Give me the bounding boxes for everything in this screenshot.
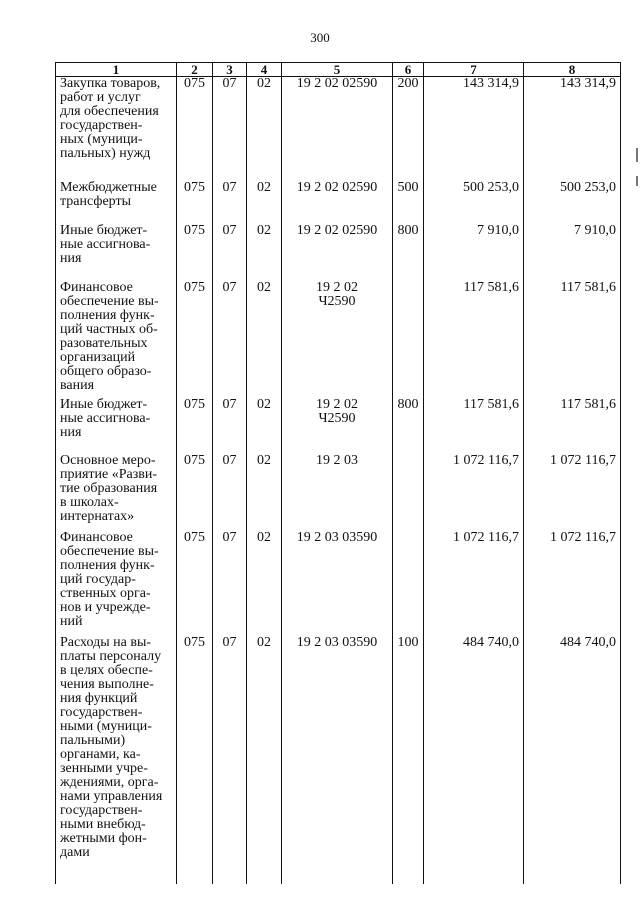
subsection-code-cell: 02 [247,181,282,224]
empty-cell [213,860,247,884]
target-article-cell: 19 2 02 02590 [282,224,393,281]
column-header: 3 [213,63,247,77]
table-row [56,454,621,531]
section-code-cell: 07 [213,181,247,224]
amount-cell: 500 253,0 [424,181,524,224]
expense-type-cell: 800 [393,398,424,454]
ministry-code-cell: 075 [177,531,213,636]
header-row [56,63,621,77]
target-article-cell: 19 2 03 03590 [282,531,393,636]
ministry-code-cell: 075 [177,77,213,181]
amount-cell: 1 072 116,7 [524,531,621,636]
amount-cell: 1 072 116,7 [524,454,621,531]
subsection-code-cell: 02 [247,636,282,860]
expense-type-cell: 200 [393,77,424,181]
target-article-cell: 19 2 02 Ч2590 [282,281,393,398]
amount-cell: 117 581,6 [524,281,621,398]
column-header: 2 [177,63,213,77]
amount-cell: 1 072 116,7 [424,454,524,531]
column-header: 5 [282,63,393,77]
empty-cell [177,860,213,884]
subsection-code-cell: 02 [247,224,282,281]
expense-name-cell: Финансовое обеспечение вы- полнения функ- ций государ- ственных орга- нов и учрежде- ний [56,531,177,636]
budget-table [55,62,621,884]
amount-cell: 143 314,9 [524,77,621,181]
amount-cell: 117 581,6 [524,398,621,454]
empty-cell [424,860,524,884]
subsection-code-cell: 02 [247,398,282,454]
target-article-cell: 19 2 03 [282,454,393,531]
table-row [56,224,621,281]
expense-type-cell: 500 [393,181,424,224]
column-header: 1 [56,63,177,77]
amount-cell: 484 740,0 [424,636,524,860]
target-article-cell: 19 2 02 02590 [282,77,393,181]
amount-cell: 7 910,0 [524,224,621,281]
amount-cell: 143 314,9 [424,77,524,181]
column-header: 4 [247,63,282,77]
scan-edge-mark [636,148,638,162]
ministry-code-cell: 075 [177,181,213,224]
ministry-code-cell: 075 [177,454,213,531]
expense-type-cell [393,454,424,531]
section-code-cell: 07 [213,281,247,398]
column-header: 7 [424,63,524,77]
table-row [56,181,621,224]
empty-cell [56,860,177,884]
table-row [56,77,621,181]
section-code-cell: 07 [213,636,247,860]
section-code-cell: 07 [213,224,247,281]
expense-name-cell: Иные бюджет- ные ассигнова- ния [56,398,177,454]
expense-name-cell: Иные бюджет- ные ассигнова- ния [56,224,177,281]
expense-type-cell [393,281,424,398]
amount-cell: 7 910,0 [424,224,524,281]
target-article-cell: 19 2 02 Ч2590 [282,398,393,454]
ministry-code-cell: 075 [177,281,213,398]
subsection-code-cell: 02 [247,454,282,531]
expense-name-cell: Закупка товаров, работ и услуг для обеспечения государствен- ных (муници- пальных) нужд [56,77,177,181]
empty-cell [247,860,282,884]
scan-edge-mark [636,176,638,186]
subsection-code-cell: 02 [247,531,282,636]
amount-cell: 117 581,6 [424,281,524,398]
table-row [56,398,621,454]
target-article-cell: 19 2 03 03590 [282,636,393,860]
amount-cell: 117 581,6 [424,398,524,454]
table-row [56,281,621,398]
target-article-cell: 19 2 02 02590 [282,181,393,224]
amount-cell: 1 072 116,7 [424,531,524,636]
section-code-cell: 07 [213,454,247,531]
amount-cell: 484 740,0 [524,636,621,860]
section-code-cell: 07 [213,531,247,636]
expense-name-cell: Расходы на вы- платы персоналу в целях обеспе- чения выполне- ния функций государствен- ными (муници- пальными) органами, ка- зенными учре- ждениями, орга- нами управления государствен- ными внебюд- жетными фон- дами [56,636,177,860]
expense-name-cell: Межбюджетные трансферты [56,181,177,224]
amount-cell: 500 253,0 [524,181,621,224]
empty-cell [282,860,393,884]
ministry-code-cell: 075 [177,398,213,454]
expense-type-cell [393,531,424,636]
empty-cell [393,860,424,884]
ministry-code-cell: 075 [177,636,213,860]
expense-type-cell: 800 [393,224,424,281]
expense-name-cell: Финансовое обеспечение вы- полнения функ- ций частных об- разовательных организаций общего образо- вания [56,281,177,398]
table-row [56,636,621,860]
expense-name-cell: Основное меро- приятие «Разви- тие образования в школах- интернатах» [56,454,177,531]
table-continuation [56,860,621,884]
column-header: 6 [393,63,424,77]
column-header: 8 [524,63,621,77]
expense-type-cell: 100 [393,636,424,860]
section-code-cell: 07 [213,398,247,454]
ministry-code-cell: 075 [177,224,213,281]
subsection-code-cell: 02 [247,281,282,398]
subsection-code-cell: 02 [247,77,282,181]
empty-cell [524,860,621,884]
section-code-cell: 07 [213,77,247,181]
page-number: 300 [310,30,330,45]
table-row [56,531,621,636]
